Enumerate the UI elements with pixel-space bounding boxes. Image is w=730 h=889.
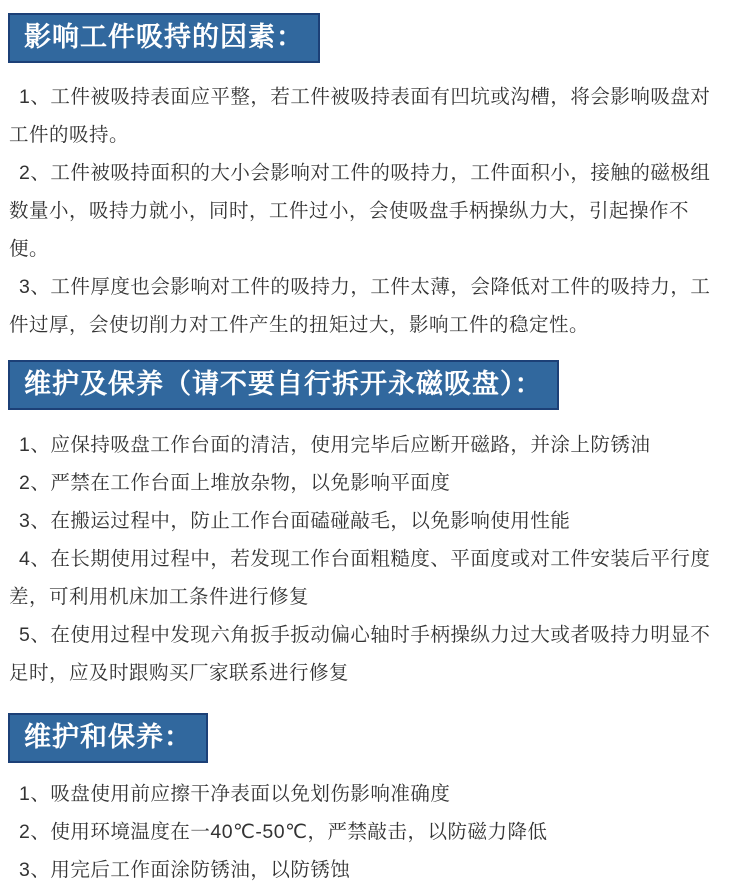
list-item: 5、在使用过程中发现六角扳手扳动偏心轴时手柄操纵力过大或者吸持力明显不足时，应及时跟购买厂家联系进行修复: [9, 624, 711, 684]
list-item: 3、用完后工作面涂防锈油，以防锈蚀: [19, 859, 351, 881]
list-item: 2、使用环境温度在一40℃-50℃，严禁敲击，以防磁力降低: [19, 821, 548, 843]
list-item: 4、在长期使用过程中，若发现工作台面粗糙度、平面度或对工件安装后平行度差，可利用机床加工条件进行修复: [9, 548, 711, 608]
section-body: [0, 78, 730, 344]
list-item: 1、应保持吸盘工作台面的清洁，使用完毕后应断开磁路，并涂上防锈油: [19, 434, 651, 456]
section-title-maintenance-short: 维护和保养：: [8, 713, 208, 763]
list-item: 2、严禁在工作台面上堆放杂物，以免影响平面度: [19, 472, 451, 494]
list-item: 3、在搬运过程中，防止工作台面磕碰敲毛，以免影响使用性能: [19, 510, 571, 532]
section-maintenance-short: [0, 692, 730, 889]
list-item: 1、吸盘使用前应擦干净表面以免划伤影响准确度: [19, 783, 451, 805]
list-item: 3、工件厚度也会影响对工件的吸持力，工件太薄，会降低对工件的吸持力，工件过厚，会使切削力对工件产生的扭矩过大，影响工件的稳定性。: [9, 276, 711, 336]
section-title-maintenance-care: 维护及保养（请不要自行拆开永磁吸盘）：: [8, 360, 559, 410]
section-maintenance-care: [0, 344, 730, 692]
section-body: [0, 775, 730, 889]
list-item: 1、工件被吸持表面应平整，若工件被吸持表面有凹坑或沟槽，将会影响吸盘对工件的吸持。: [9, 86, 711, 146]
section-holding-factors: [0, 13, 730, 344]
section-title-holding-factors: 影响工件吸持的因素：: [8, 13, 320, 63]
list-item: 2、工件被吸持面积的大小会影响对工件的吸持力，工件面积小，接触的磁极组数量小，吸持力就小，同时，工件过小，会使吸盘手柄操纵力大，引起操作不便。: [9, 162, 711, 260]
section-body: [0, 426, 730, 692]
